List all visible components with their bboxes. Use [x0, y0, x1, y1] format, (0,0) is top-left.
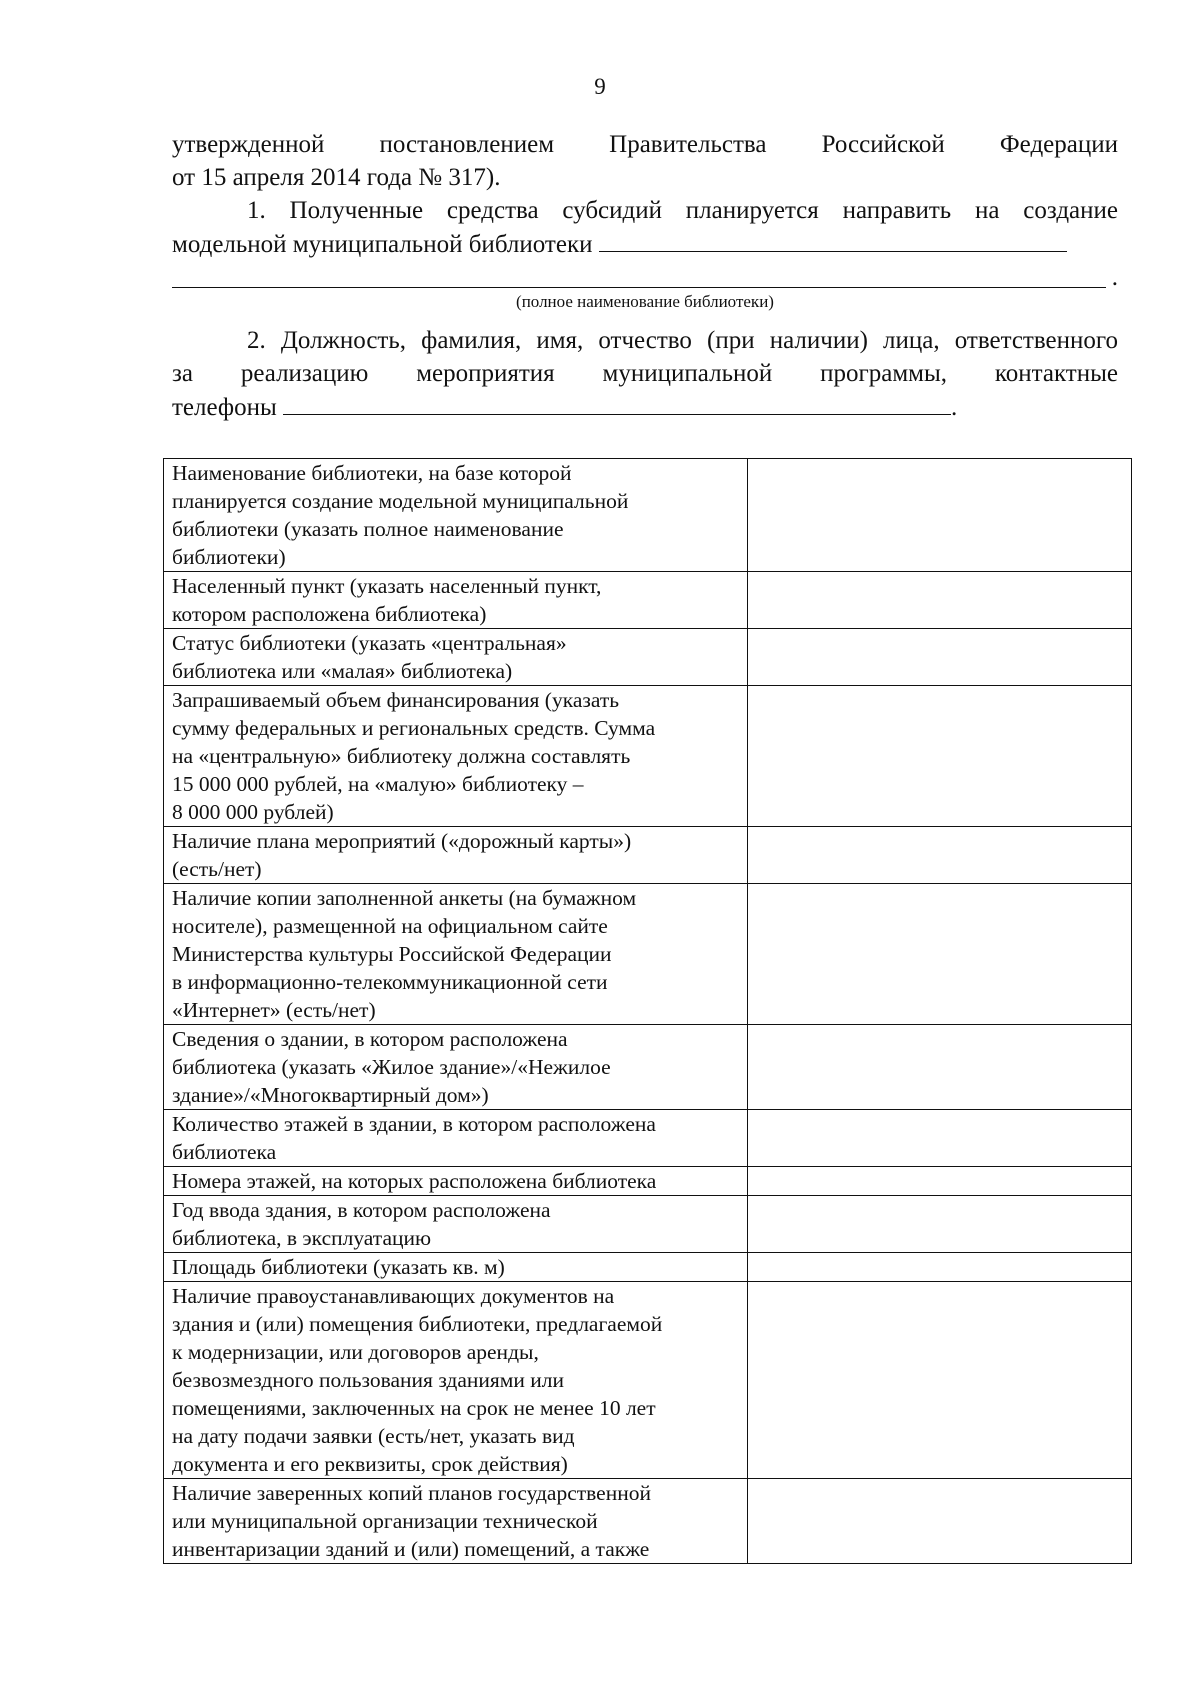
- library-name-caption: (полное наименование библиотеки): [516, 292, 774, 311]
- row-label-line: к модернизации, или договоров аренды,: [172, 1340, 539, 1364]
- row-label-line: Сведения о здании, в котором расположена: [172, 1027, 568, 1051]
- library-name-field-continuation[interactable]: [172, 261, 1118, 294]
- row-label-line: (есть/нет): [172, 857, 262, 881]
- row-label-line: документа и его реквизиты, срок действия): [172, 1452, 568, 1476]
- row-label-cell: [164, 884, 748, 1025]
- row-label-cell: [164, 459, 748, 572]
- item1-line-3-end: .: [1111, 264, 1118, 291]
- intro-word: Российской: [821, 131, 945, 158]
- row-value-cell[interactable]: [748, 686, 1132, 827]
- row-value-cell[interactable]: [748, 1196, 1132, 1253]
- row-value-cell[interactable]: [748, 572, 1132, 629]
- row-label-line: Наличие плана мероприятий («дорожный карты»): [172, 829, 632, 853]
- row-label-line: Статус библиотеки (указать «центральная»: [172, 631, 567, 655]
- row-label-line: библиотека: [172, 1140, 277, 1164]
- document-body: [172, 128, 1118, 424]
- row-label-line: библиотеки (указать полное наименование: [172, 517, 564, 541]
- library-name-rule: [172, 287, 1106, 288]
- row-label-line: Наличие заверенных копий планов государственной: [172, 1481, 651, 1505]
- row-value-cell[interactable]: [748, 1282, 1132, 1479]
- row-label-line: безвозмездного пользования зданиями или: [172, 1368, 565, 1392]
- row-label-line: помещениями, заключенных на срок не менее 10 лет: [172, 1396, 656, 1420]
- table-row: [164, 827, 1132, 884]
- page-number: 9: [594, 74, 606, 99]
- row-label-line: сумму федеральных и региональных средств. Сумма: [172, 716, 656, 740]
- row-label-line: Наличие копии заполненной анкеты (на бумажном: [172, 886, 637, 910]
- row-label-line: Количество этажей в здании, в котором расположена: [172, 1112, 656, 1136]
- row-label-cell: [164, 1167, 748, 1196]
- row-value-cell[interactable]: [748, 629, 1132, 686]
- item1-line-2-text: модельной муниципальной библиотеки: [172, 231, 593, 258]
- row-label-line: на дату подачи заявки (есть/нет, указать вид: [172, 1424, 575, 1448]
- row-label-line: здания и (или) помещения библиотеки, предлагаемой: [172, 1312, 663, 1336]
- table-body: [164, 459, 1132, 1564]
- row-label-line: Населенный пункт (указать населенный пункт,: [172, 574, 602, 598]
- row-label-line: Наименование библиотеки, на базе которой: [172, 461, 572, 485]
- intro-word: Правительства: [609, 131, 767, 158]
- row-label-cell: [164, 1253, 748, 1282]
- row-label-line: 8 000 000 рублей): [172, 800, 334, 824]
- table-row: [164, 1025, 1132, 1110]
- item2-line-1: 2. Должность, фамилия, имя, отчество (при наличии) лица, ответственного: [247, 327, 1118, 354]
- row-label-line: Номера этажей, на которых расположена библиотека: [172, 1169, 657, 1193]
- row-label-line: Министерства культуры Российской Федерации: [172, 942, 612, 966]
- row-label-line: здание»/«Многоквартирный дом»): [172, 1083, 489, 1107]
- table-row: [164, 629, 1132, 686]
- row-label-cell: [164, 1196, 748, 1253]
- row-label-line: Площадь библиотеки (указать кв. м): [172, 1255, 505, 1279]
- row-label-line: или муниципальной организации технической: [172, 1509, 598, 1533]
- table-row: [164, 1167, 1132, 1196]
- row-label-cell: [164, 629, 748, 686]
- row-label-line: на «центральную» библиотеку должна составлять: [172, 744, 631, 768]
- intro-line-1: [172, 128, 1118, 161]
- row-label-line: библиотеки): [172, 545, 286, 569]
- item1-line-1: 1. Полученные средства субсидий планируется направить на создание: [247, 197, 1118, 224]
- item2-line-3-text: телефоны: [172, 394, 277, 421]
- row-label-line: в информационно-телекоммуникационной сети: [172, 970, 608, 994]
- row-value-cell[interactable]: [748, 1025, 1132, 1110]
- row-label-line: носителе), размещенной на официальном сайте: [172, 914, 608, 938]
- table-row: [164, 686, 1132, 827]
- table-row: [164, 1196, 1132, 1253]
- row-label-line: котором расположена библиотека): [172, 602, 487, 626]
- row-label-cell: [164, 827, 748, 884]
- row-label-cell: [164, 1282, 748, 1479]
- row-label-cell: [164, 1479, 748, 1564]
- table-row: [164, 459, 1132, 572]
- row-value-cell[interactable]: [748, 884, 1132, 1025]
- row-label-cell: [164, 1110, 748, 1167]
- row-value-cell[interactable]: [748, 1110, 1132, 1167]
- row-value-cell[interactable]: [748, 459, 1132, 572]
- row-label-line: Год ввода здания, в котором расположена: [172, 1198, 551, 1222]
- intro-word: постановлением: [379, 131, 555, 158]
- row-label-line: библиотека или «малая» библиотека): [172, 659, 513, 683]
- library-info-table: [163, 458, 1132, 1564]
- row-value-cell[interactable]: [748, 827, 1132, 884]
- row-label-line: Запрашиваемый объем финансирования (указать: [172, 688, 620, 712]
- table-row: [164, 1282, 1132, 1479]
- row-label-line: библиотека (указать «Жилое здание»/«Нежилое: [172, 1055, 611, 1079]
- row-label-line: Наличие правоустанавливающих документов на: [172, 1284, 615, 1308]
- table-row: [164, 884, 1132, 1025]
- item2-line-3-end: .: [951, 394, 958, 421]
- row-label-line: планируется создание модельной муниципальной: [172, 489, 629, 513]
- row-label-cell: [164, 686, 748, 827]
- item1-line-2: [172, 227, 1118, 261]
- table-row: [164, 1110, 1132, 1167]
- row-label-cell: [164, 572, 748, 629]
- row-value-cell[interactable]: [748, 1253, 1132, 1282]
- responsible-person-field[interactable]: [283, 390, 951, 415]
- row-label-cell: [164, 1025, 748, 1110]
- intro-line-2: от 15 апреля 2014 года № 317).: [172, 164, 501, 191]
- row-label-line: библиотека, в эксплуатацию: [172, 1226, 432, 1250]
- intro-word: Федерации: [999, 131, 1118, 158]
- table-row: [164, 1479, 1132, 1564]
- intro-word: утвержденной: [172, 131, 325, 158]
- row-value-cell[interactable]: [748, 1479, 1132, 1564]
- library-name-field[interactable]: [599, 227, 1067, 252]
- item2-line-3: [172, 390, 1118, 424]
- table-row: [164, 572, 1132, 629]
- row-label-line: 15 000 000 рублей, на «малую» библиотеку –: [172, 772, 584, 796]
- row-label-line: инвентаризации зданий и (или) помещений, а также: [172, 1537, 650, 1561]
- row-label-line: «Интернет» (есть/нет): [172, 998, 376, 1022]
- table-row: [164, 1253, 1132, 1282]
- row-value-cell[interactable]: [748, 1167, 1132, 1196]
- item2-line-2: за реализацию мероприятия муниципальной программы, контактные: [172, 360, 1118, 387]
